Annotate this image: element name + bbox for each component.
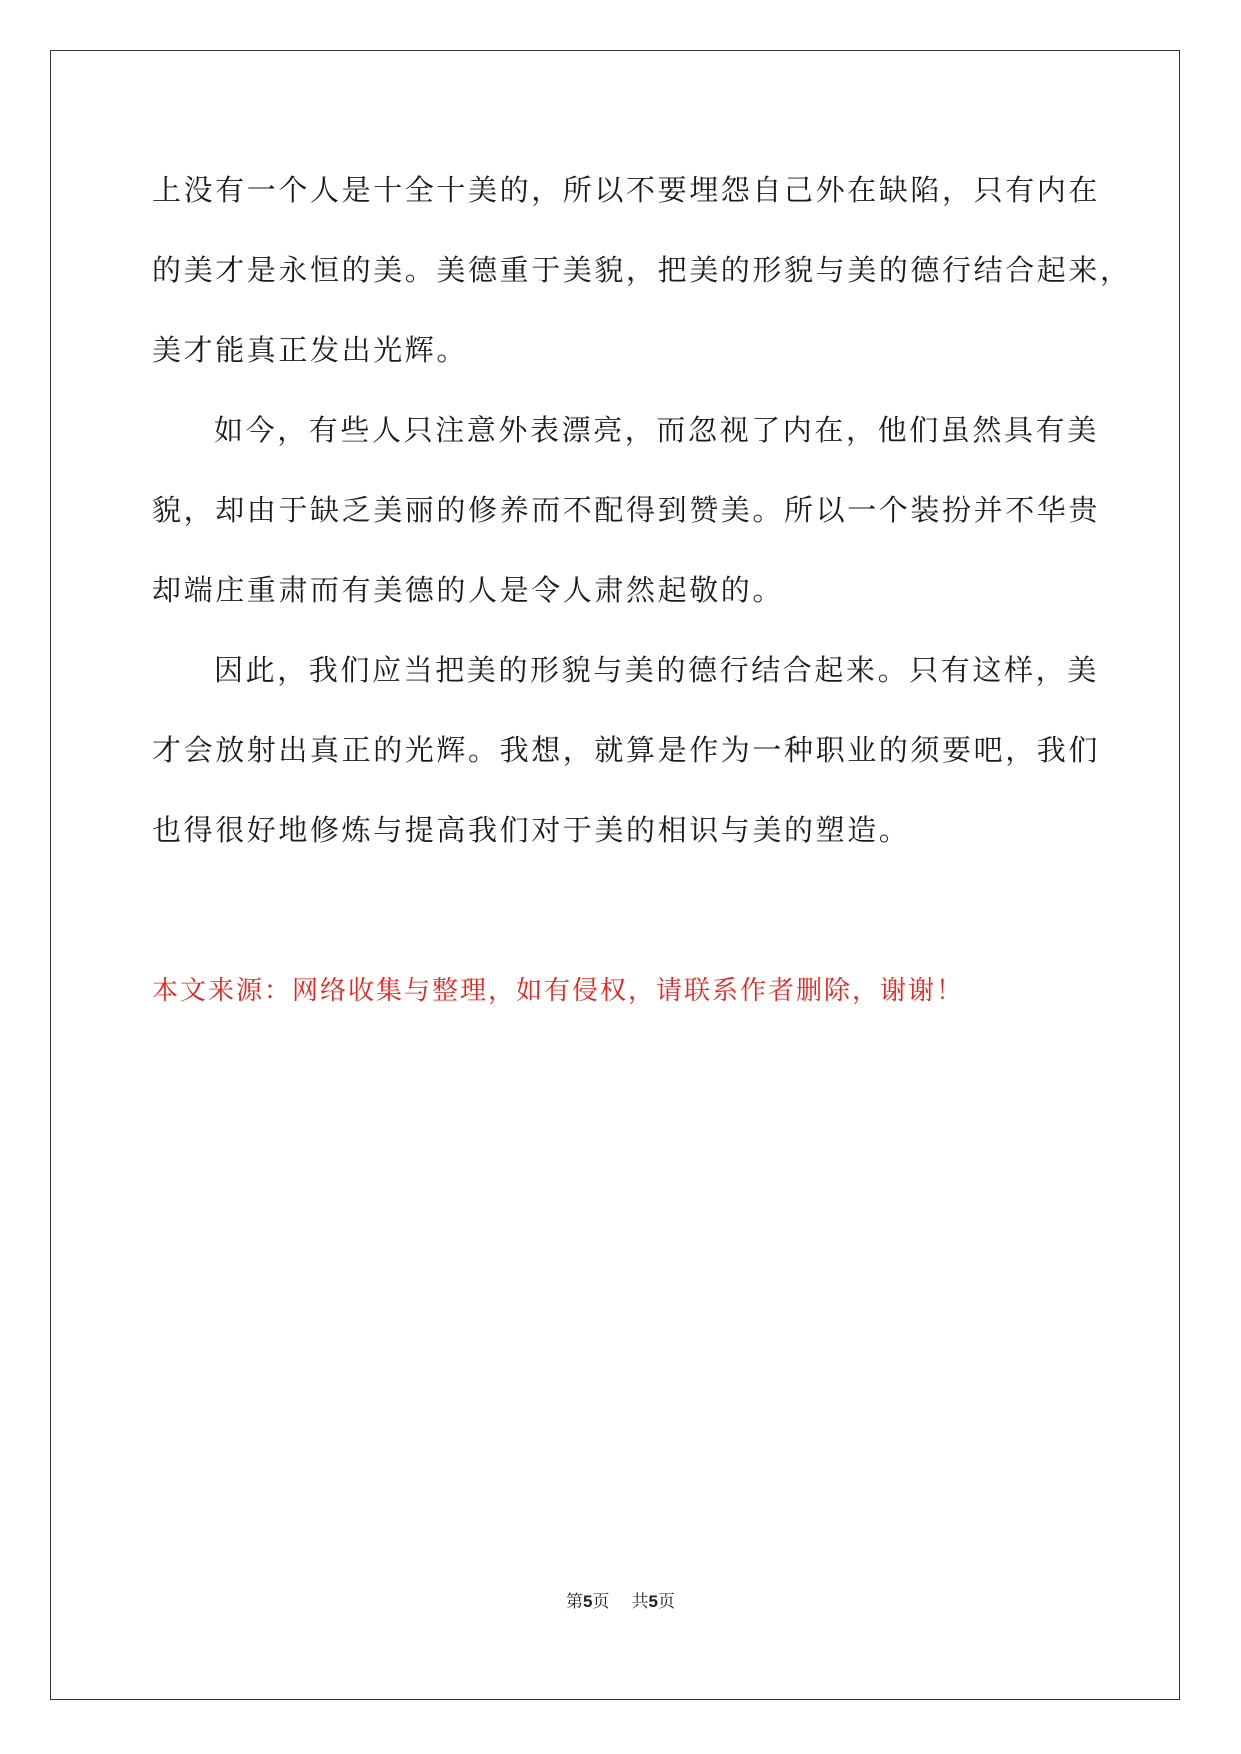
paragraph-start-line: 如今，有些人只注意外表漂亮，而忽视了内在，他们虽然具有美: [214, 413, 1099, 447]
page-suffix: 页: [592, 1592, 610, 1612]
page-border: [50, 50, 1180, 1700]
total-prefix: 共: [631, 1592, 649, 1612]
text-line: 才会放射出真正的光辉。我想，就算是作为一种职业的须要吧，我们: [152, 733, 1101, 767]
text-line: 也得很好地修炼与提高我们对于美的相识与美的塑造。: [152, 813, 911, 847]
page-footer: [0, 1590, 1241, 1614]
paragraph-start-line: 因此，我们应当把美的形貌与美的德行结合起来。只有这样，美: [214, 653, 1099, 687]
text-line: 的美才是永恒的美。美德重于美貌，把美的形貌与美的德行结合起来，: [152, 253, 1132, 287]
text-line: 却端庄重肃而有美德的人是令人肃然起敬的。: [152, 573, 785, 607]
text-line: 上没有一个人是十全十美的，所以不要埋怨自己外在缺陷，只有内在: [152, 173, 1101, 207]
page-number: 5: [583, 1592, 593, 1611]
page-prefix: 第: [566, 1592, 584, 1612]
text-line: 貌，却由于缺乏美丽的修养而不配得到赞美。所以一个装扮并不华贵: [152, 493, 1101, 527]
total-pages: 5: [648, 1592, 658, 1611]
source-notice: 本文来源：网络收集与整理，如有侵权，请联系作者删除，谢谢！: [152, 976, 965, 1006]
total-suffix: 页: [657, 1592, 675, 1612]
text-line: 美才能真正发出光辉。: [152, 333, 469, 367]
